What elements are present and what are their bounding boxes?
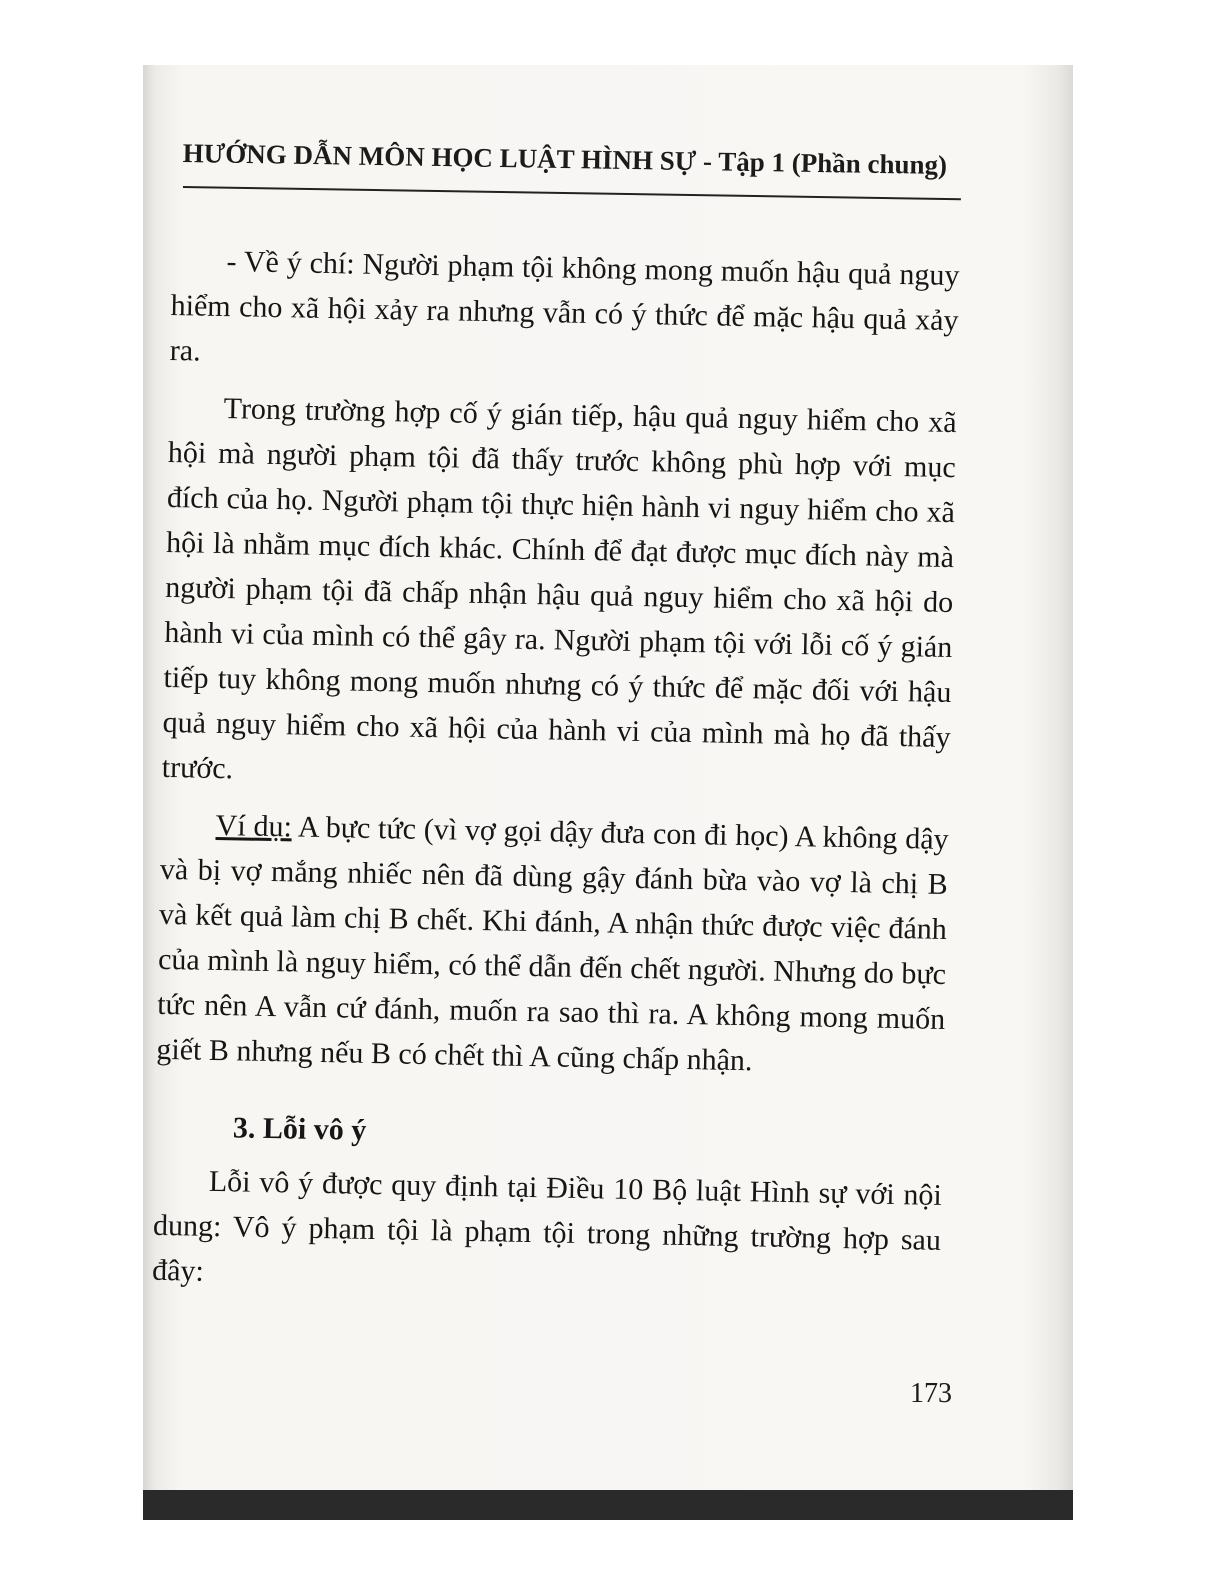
paragraph-indirect-intent: Trong trường hợp cố ý gián tiếp, hậu quả nguy hiểm cho xã hội mà người phạm tội đã thấy trước không phù hợp với mục đích của họ. Người phạm tội thực hiện hành vi nguy hiểm cho xã hội là nhằm mục đích khác. Chính để đạt được mục đích này mà người phạm tội đã chấp nhận hậu quả nguy hiểm cho xã hội do hành vi của mình có thể gây ra. Người phạm tội với lỗi cố ý gián tiếp tuy không mong muốn nhưng có ý thức để mặc đối với hậu quả nguy hiểm cho xã hội của hành vi của mình mà họ đã thấy trước. <box>161 392 957 786</box>
example-label: Ví dụ: <box>215 808 293 844</box>
paragraph-negligence: Lỗi vô ý được quy định tại Điều 10 Bộ luật Hình sự với nội dung: Vô ý phạm tội là phạm tội trong những trường hợp sau đây: <box>151 1164 943 1288</box>
paragraph-example <box>156 802 949 1087</box>
page-content <box>152 238 960 1320</box>
section-heading: 3. Lỗi vô ý <box>232 1111 367 1147</box>
page-bottom-shadow <box>143 1490 1073 1520</box>
page-number: 173 <box>910 1378 952 1409</box>
paragraph-will: - Về ý chí: Người phạm tội không mong muốn hậu quả nguy hiểm cho xã hội xảy ra nhưng vẫn có ý thức để mặc hậu quả xảy ra. <box>169 245 960 368</box>
running-header: HƯỚNG DẪN MÔN HỌC LUẬT HÌNH SỰ - Tập 1 (Phần chung) <box>182 138 948 181</box>
example-text: A bực tức (vì vợ gọi dậy đưa con đi học) A không dậy và bị vợ mắng nhiếc nên đã dùng gậy đánh bừa vào vợ là chị B và kết quả làm chị B chết. Khi đánh, A nhận thức được việc đánh của mình là nguy hiểm, có thể dẫn đến chết người. Nhưng do bực tức nên A vẫn cứ đánh, muốn ra sao thì ra. A không mong muốn giết B nhưng nếu B có chết thì A cũng chấp nhận. <box>156 810 949 1078</box>
